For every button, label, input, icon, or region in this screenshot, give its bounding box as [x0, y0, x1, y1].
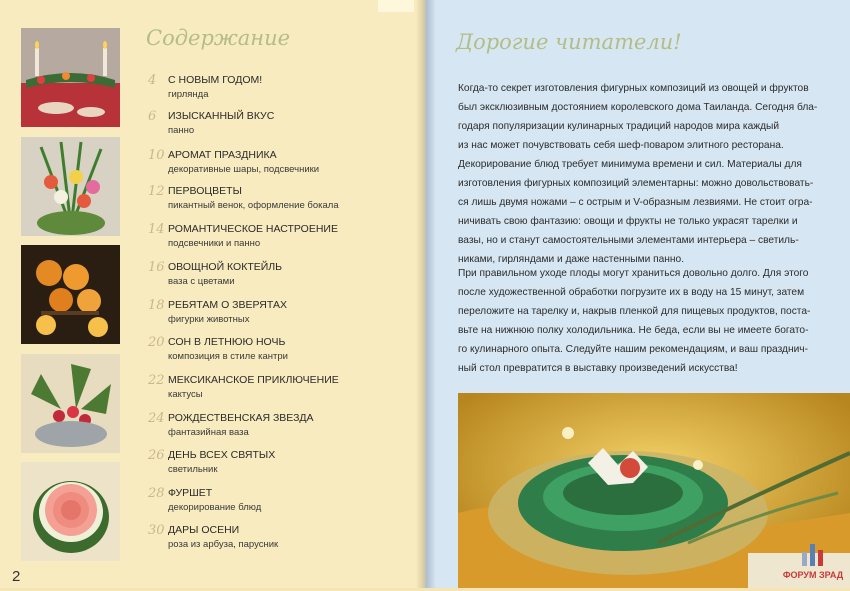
toc-page-number: 4: [148, 73, 157, 88]
text-line: Когда-то секрет изготовления фигурных композиций из овощей и фруктов: [458, 83, 809, 94]
toc-subtitle: роза из арбуза, парусник: [168, 539, 279, 550]
toc-page-number: 22: [148, 373, 165, 388]
thumbnail-garland: [21, 28, 120, 127]
toc-title: ПЕРВОЦВЕТЫ: [168, 185, 242, 197]
toc-subtitle: фигурки животных: [168, 314, 250, 325]
toc-title: МЕКСИКАНСКОЕ ПРИКЛЮЧЕНИЕ: [168, 374, 339, 386]
book-spine: [416, 0, 436, 588]
text-line: При правильном уходе плоды могут храниться довольно долго. Для этого: [458, 268, 809, 279]
toc-subtitle: гирлянда: [168, 89, 209, 100]
text-line: был эксклюзивным достоянием королевского дома Таиланда. Сегодня бла-: [458, 102, 818, 113]
toc-subtitle: кактусы: [168, 389, 203, 400]
thumbnail-watermelon-rose: [21, 462, 120, 561]
text-line: никами, гирляндами и даже настенными панно.: [458, 254, 685, 265]
toc-subtitle: подсвечники и панно: [168, 238, 261, 249]
toc-title: ФУРШЕТ: [168, 487, 213, 499]
toc-page-number: 26: [148, 448, 165, 463]
toc-page-number: 14: [148, 222, 165, 237]
page-number: 2: [12, 568, 21, 585]
text-line: из нас может почувствовать себя шеф-поваром элитного ресторана.: [458, 140, 784, 151]
toc-title: РОЖДЕСТВЕНСКАЯ ЗВЕЗДА: [168, 412, 314, 424]
toc-subtitle: пикантный венок, оформление бокала: [168, 200, 339, 211]
page-tab: [378, 0, 414, 12]
toc-title: С НОВЫМ ГОДОМ!: [168, 74, 263, 86]
text-line: го кулинарного опыта. Следуйте нашим рекомендациям, и ваш празднич-: [458, 344, 809, 355]
toc-title: ИЗЫСКАННЫЙ ВКУС: [168, 110, 275, 122]
toc-subtitle: композиция в стиле кантри: [168, 351, 288, 362]
toc-subtitle: светильник: [168, 464, 218, 475]
text-line: Декорирование блюд требует минимума времени и сил. Материалы для: [458, 159, 802, 170]
toc-page-number: 30: [148, 523, 165, 538]
text-line: ный стол превратится в выставку произведений искусства!: [458, 363, 738, 374]
toc-subtitle: панно: [168, 125, 195, 136]
toc-page-number: 10: [148, 148, 165, 163]
forum-watermark-logo: [778, 540, 848, 586]
toc-subtitle: ваза с цветами: [168, 276, 235, 287]
text-line: ничивать свою фантазию: овощи и фрукты не только украсят тарелки и: [458, 216, 798, 227]
toc-title: АРОМАТ ПРАЗДНИКА: [168, 149, 277, 161]
text-line: переложите на тарелку и, накрыв пленкой для пищевых продуктов, поста-: [458, 306, 811, 317]
toc-page-number: 24: [148, 411, 165, 426]
toc-title: ДАРЫ ОСЕНИ: [168, 524, 240, 536]
intro-paragraph: [458, 79, 827, 155]
storage-paragraph: [458, 264, 827, 378]
text-line: вьте на нижнюю полку холодильника. Не беда, если вы не имеете богато-: [458, 325, 809, 336]
toc-subtitle: декоративные шары, подсвечники: [168, 164, 320, 175]
toc-page-number: 16: [148, 260, 165, 275]
toc-subtitle: фантазийная ваза: [168, 427, 249, 438]
toc-title: ОВОЩНОЙ КОКТЕЙЛЬ: [168, 261, 283, 273]
toc-title: РОМАНТИЧЕСКОЕ НАСТРОЕНИЕ: [168, 223, 338, 235]
thumbnail-oranges: [21, 245, 120, 344]
thumbnail-flowers: [21, 137, 120, 236]
toc-title: ДЕНЬ ВСЕХ СВЯТЫХ: [168, 449, 276, 461]
toc-title: РЕБЯТАМ О ЗВЕРЯТАХ: [168, 299, 287, 311]
toc-page-number: 12: [148, 184, 165, 199]
toc-page-number: 20: [148, 335, 165, 350]
toc-page-number: 18: [148, 298, 165, 313]
text-line: вазы, но и станут самостоятельными элементами интерьера – светиль-: [458, 235, 799, 246]
toc-page-number: 28: [148, 486, 165, 501]
contents-heading: Содержание: [146, 26, 291, 50]
toc-page-number: 6: [148, 109, 157, 124]
thumbnail-cactus: [21, 354, 120, 453]
toc-subtitle: декорирование блюд: [168, 502, 262, 513]
materials-paragraph: [458, 155, 827, 269]
text-line: после художественной обработки погрузите их в воду на 15 минут, затем: [458, 287, 805, 298]
text-line: изготовления фигурных композиций элементарны: можно довольствовать-: [458, 178, 814, 189]
toc-title: СОН В ЛЕТНЮЮ НОЧЬ: [168, 336, 286, 348]
svg-text:ФОРУМ ЗРАД: ФОРУМ ЗРАД: [782, 570, 844, 580]
text-line: ся лишь двумя ножами – с острым и V-образным лезвиями. Не стоит огра-: [458, 197, 813, 208]
text-line: годаря популяризации кулинарных традиций народов мира каждый: [458, 121, 780, 132]
readers-heading: Дорогие читатели!: [456, 30, 682, 54]
